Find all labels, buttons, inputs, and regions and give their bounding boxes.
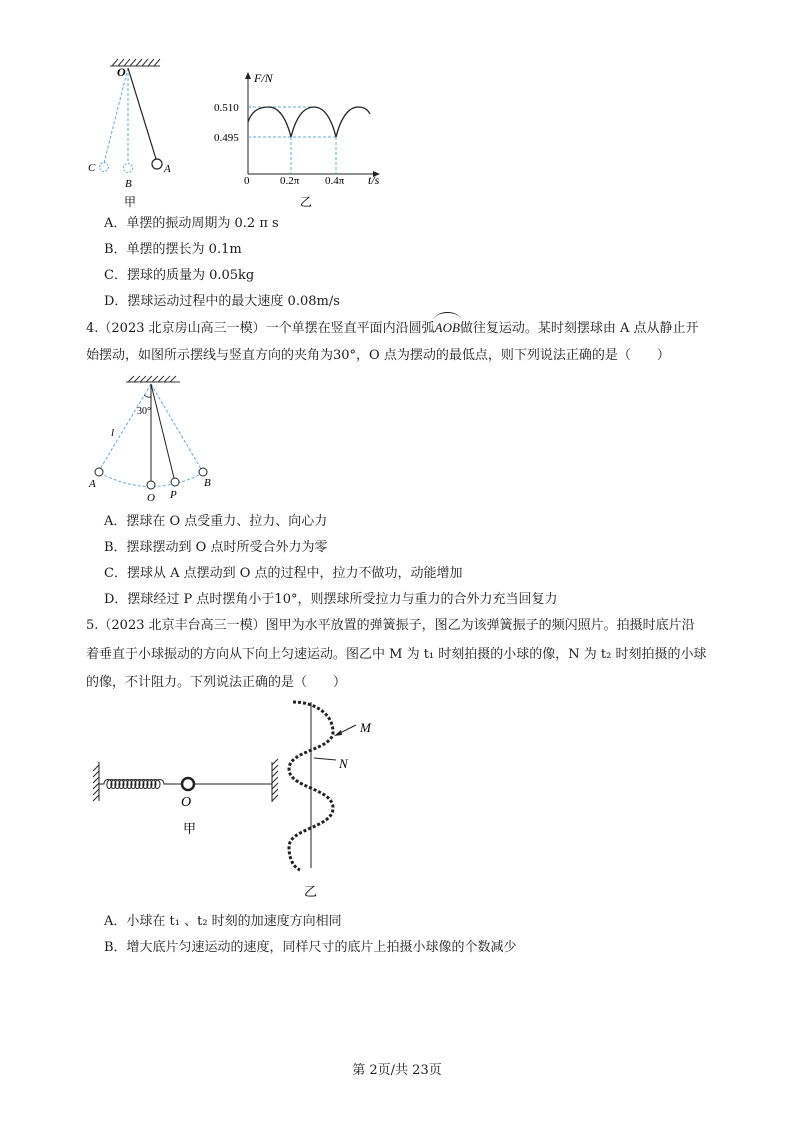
bob-b: [124, 164, 133, 173]
caption-yi: 乙: [304, 884, 318, 899]
label-l: l: [111, 427, 115, 439]
q4-figure: [80, 374, 230, 504]
bob-a: [95, 468, 103, 476]
q5-stem-line3: 的像，不计阻力。下列说法正确的是（ ）: [86, 675, 347, 690]
q4-option-b[interactable]: B．摆球摆动到 O 点时所受合外力为零: [104, 540, 328, 555]
y-tick-0495: 0.495: [214, 132, 239, 144]
bob-o: [147, 481, 155, 489]
x-tick-02pi: 0.2π: [280, 175, 300, 187]
label-b: B: [125, 178, 132, 190]
angle-arc: [144, 395, 151, 397]
q4-stem-prefix: 4.（2023 北京房山高三一模）一个单摆在竖直平面内沿圆弧: [86, 321, 435, 336]
q3-option-a[interactable]: A．单摆的振动周期为 0.2 π s: [104, 216, 279, 231]
caption-yi: 乙: [300, 195, 313, 209]
label-b: B: [204, 477, 211, 489]
label-o: O: [117, 65, 126, 79]
q3-option-d[interactable]: D．摆球运动过程中的最大速度 0.08m/s: [104, 294, 340, 309]
q5-stem-line2: 着垂直于小球振动的方向从下向上匀速运动。图乙中 M 为 t₁ 时刻拍摄的小球的像，N 为 t₂ 时刻拍摄的小球: [86, 647, 707, 662]
label-c: C: [88, 162, 96, 174]
page-footer: 第 2页/共 23页: [352, 1063, 442, 1078]
q4-option-c[interactable]: C．摆球从 A 点摆动到 O 点的过程中，拉力不做功，动能增加: [104, 566, 463, 581]
x-tick-04pi: 0.4π: [325, 175, 345, 187]
bob-c: [100, 163, 109, 172]
label-angle: 30°: [137, 406, 151, 417]
string-c: [104, 68, 128, 163]
pointer-m-head: [334, 730, 342, 736]
pointer-n: [314, 758, 336, 760]
bob-a: [152, 159, 162, 169]
label-o: O: [181, 795, 192, 810]
label-m: M: [360, 720, 371, 735]
q4-option-a[interactable]: A．摆球在 O 点受重力、拉力、向心力: [104, 514, 328, 529]
x-axis-label: t/s: [368, 173, 380, 187]
q3-option-b[interactable]: B．单摆的摆长为 0.1m: [104, 242, 242, 257]
y-tick-0510: 0.510: [214, 102, 239, 114]
caption-jia: 甲: [124, 195, 137, 209]
q5-option-b[interactable]: B．增大底片匀速运动的速度，同样尺寸的底片上拍摄小球像的个数减少: [104, 940, 517, 955]
x-tick-0: 0: [244, 175, 250, 187]
string-a: [100, 384, 151, 469]
string-b: [151, 384, 201, 469]
spring: [99, 780, 182, 789]
caption-jia: 甲: [183, 821, 197, 836]
q3-option-c[interactable]: C．摆球的质量为 0.05kg: [104, 268, 255, 283]
q4-option-d[interactable]: D．摆球经过 P 点时摆角小于10°，则摆球所受拉力与重力的合外力充当回复力: [104, 592, 558, 607]
y-axis-label: F/N: [254, 71, 273, 85]
ceiling-hatch: [126, 376, 180, 382]
string-p: [151, 384, 174, 478]
right-wall: [272, 759, 278, 802]
ball-o: [182, 778, 194, 790]
q5-figure: [90, 698, 410, 903]
label-a: A: [164, 163, 171, 175]
string-a: [128, 68, 156, 159]
q4-stem-line1: [86, 315, 699, 342]
q4-stem-suffix: 做往复运动。某时刻摆球由 A 点从静止开: [459, 321, 699, 336]
label-p: P: [170, 489, 177, 501]
label-a: A: [89, 478, 96, 490]
arc-aob-label: AOB: [435, 315, 460, 341]
left-wall: [93, 762, 99, 801]
bob-p: [171, 478, 179, 486]
q4-stem-line2: 始摆动，如图所示摆线与竖直方向的夹角为30°，O 点为摆动的最低点，则下列说法正确的是（ ）: [86, 348, 670, 363]
q5-stem-line1: 5.（2023 北京丰台高三一模）图甲为水平放置的弹簧振子，图乙为该弹簧振子的频闪照片。拍摄时底片沿: [86, 618, 695, 633]
q5-option-a[interactable]: A．小球在 t₁ 、t₂ 时刻的加速度方向相同: [104, 914, 342, 929]
force-graph: [245, 72, 380, 177]
bob-b: [199, 468, 207, 476]
label-o: O: [147, 492, 155, 504]
label-n: N: [339, 756, 348, 771]
q3-figure: [80, 52, 400, 212]
